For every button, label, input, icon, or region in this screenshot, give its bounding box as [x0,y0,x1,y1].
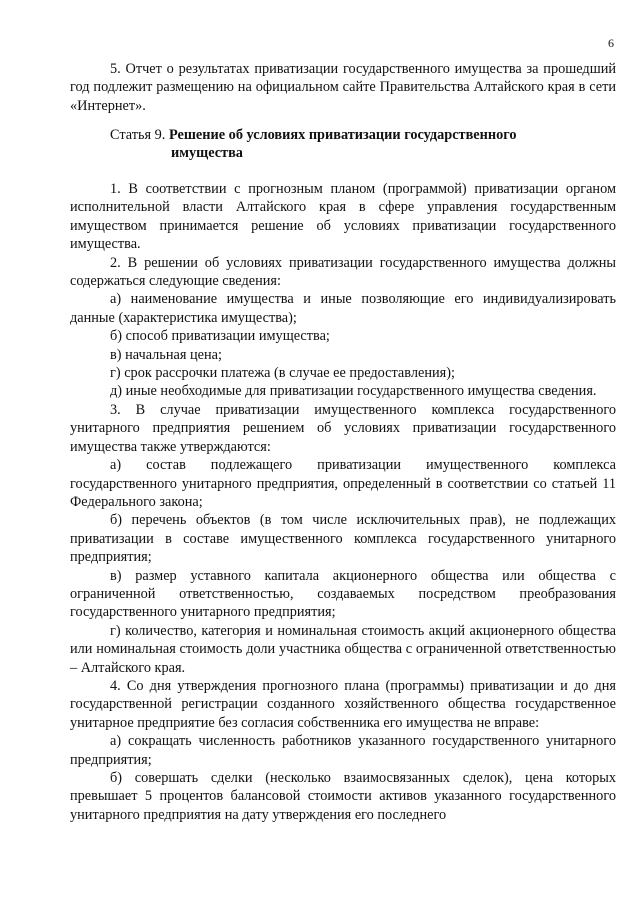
paragraph: 3. В случае приватизации имущественного комплекса государственного унитарного предприятия решением об условиях приватизации государственного имущества также утверждаются: [70,401,616,455]
list-item: б) совершать сделки (несколько взаимосвязанных сделок), цена которых превышает 5 процентов балансовой стоимости активов указанного государственного унитарного предприятия на дату утверждения его последнего [70,770,616,823]
list-item: а) состав подлежащего приватизации имущественного комплекса государственного унитарного предприятия, определенный в соответствии со статьей 11 Федерального закона; [70,457,616,510]
list-item: д) иные необходимые для приватизации государственного имущества сведения. [110,383,597,400]
list-item: а) сокращать численность работников указанного государственного унитарного предприятия; [70,733,616,768]
list-item: в) начальная цена; [110,346,222,363]
article-title-line1: Решение об условиях приватизации государственного [168,127,517,143]
list-item: б) перечень объектов (в том числе исключительных прав), не подлежащих приватизации в составе имущественного комплекса государственного унитарного предприятия; [70,512,616,566]
paragraph: 5. Отчет о результатах приватизации государственного имущества за прошедший год подлежит размещению на официальном сайте Правительства Алтайского края в сети «Интернет». [70,61,616,114]
list-item: г) срок рассрочки платежа (в случае ее предоставления); [110,365,455,382]
article-body [70,180,616,824]
article-title-line2: имущества [171,145,243,162]
list-item: б) способ приватизации имущества; [110,328,330,345]
page-number: 6 [608,36,614,50]
paragraph: 4. Со дня утверждения прогнозного плана (программы) приватизации и до дня государственной регистрации созданного хозяйственного общества государственное унитарное предприятие без согласия собственника его имущества не вправе: [70,677,616,731]
article-number: Статья 9. [110,127,166,143]
list-item: г) количество, категория и номинальная стоимость акций акционерного общества или номинальная стоимость доли участника общества с ограниченной ответственностью – Алтайского края. [70,622,616,676]
list-item: в) размер уставного капитала акционерного общества или общества с ограниченной ответственностью, создаваемых посредством преобразования государственного унитарного предприятия; [70,567,616,621]
intro-paragraph-block [70,60,616,115]
paragraph: 1. В соответствии с прогнозным планом (программой) приватизации органом исполнительной власти Алтайского края в сфере управления государственным имуществом принимается решение об условиях приватизации государственного имущества. [70,181,616,253]
article-heading [110,126,580,163]
paragraph: 2. В решении об условиях приватизации государственного имущества должны содержаться следующие сведения: [70,254,616,290]
list-item: а) наименование имущества и иные позволяющие его индивидуализировать данные (характеристика имущества); [70,291,616,326]
